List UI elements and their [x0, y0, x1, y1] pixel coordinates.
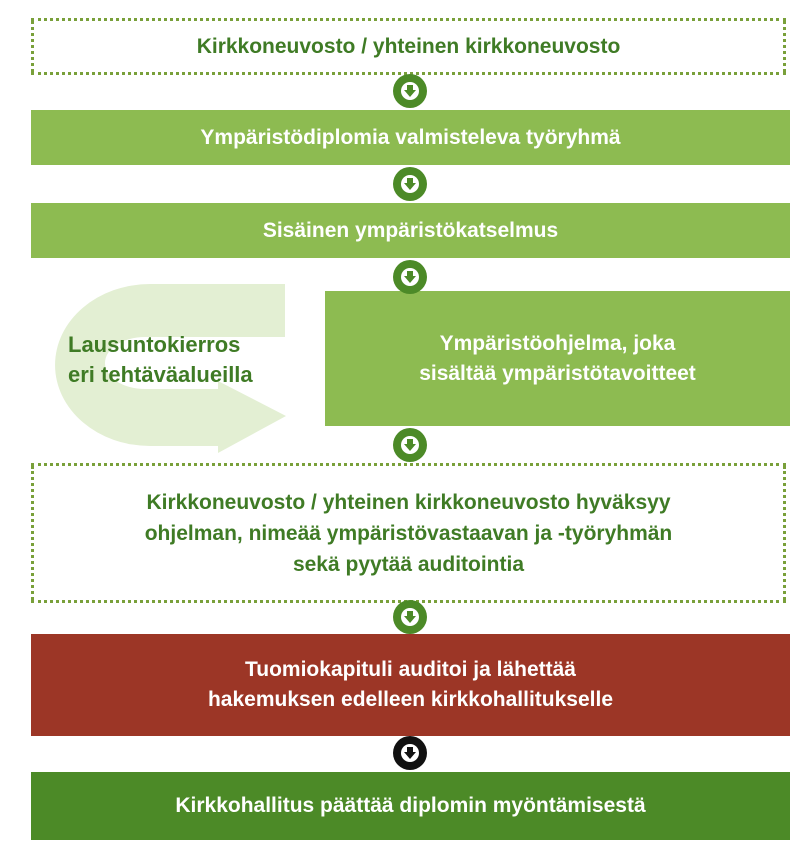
step-decision [31, 772, 790, 840]
step-council-text: Kirkkoneuvosto / yhteinen kirkkoneuvosto [196, 34, 621, 58]
step-approval-text: Kirkkoneuvosto / yhteinen kirkkoneuvosto hyväksyy ohjelman, nimeää ympäristövastaavan ja -työryhmän sekä pyytää auditointia [144, 490, 673, 576]
arrow-down-icon [393, 428, 427, 462]
step-program-text: Ympäristöohjelma, joka sisältää ympäristötavoitteet [419, 331, 696, 385]
feedback-loop-label: Lausuntokierros eri tehtäväalueilla [68, 332, 253, 387]
arrow-down-icon [393, 260, 427, 294]
step-review-text: Sisäinen ympäristökatselmus [262, 218, 559, 242]
step-decision-text: Kirkkohallitus päättää diplomin myöntämisestä [175, 794, 646, 817]
step-audit-text: Tuomiokapituli auditoi ja lähettää hakemuksen edelleen kirkkohallitukselle [207, 658, 614, 711]
step-approval [31, 463, 786, 603]
step-program [325, 291, 790, 426]
arrow-down-icon [393, 74, 427, 108]
step-working-group-text: Ympäristödiplomia valmisteleva työryhmä [200, 125, 621, 149]
arrow-down-icon [393, 167, 427, 201]
step-working-group [31, 110, 790, 165]
step-audit [31, 634, 790, 736]
step-review [31, 203, 790, 258]
arrow-down-icon [393, 600, 427, 634]
arrow-down-icon [393, 736, 427, 770]
step-council [31, 18, 786, 75]
